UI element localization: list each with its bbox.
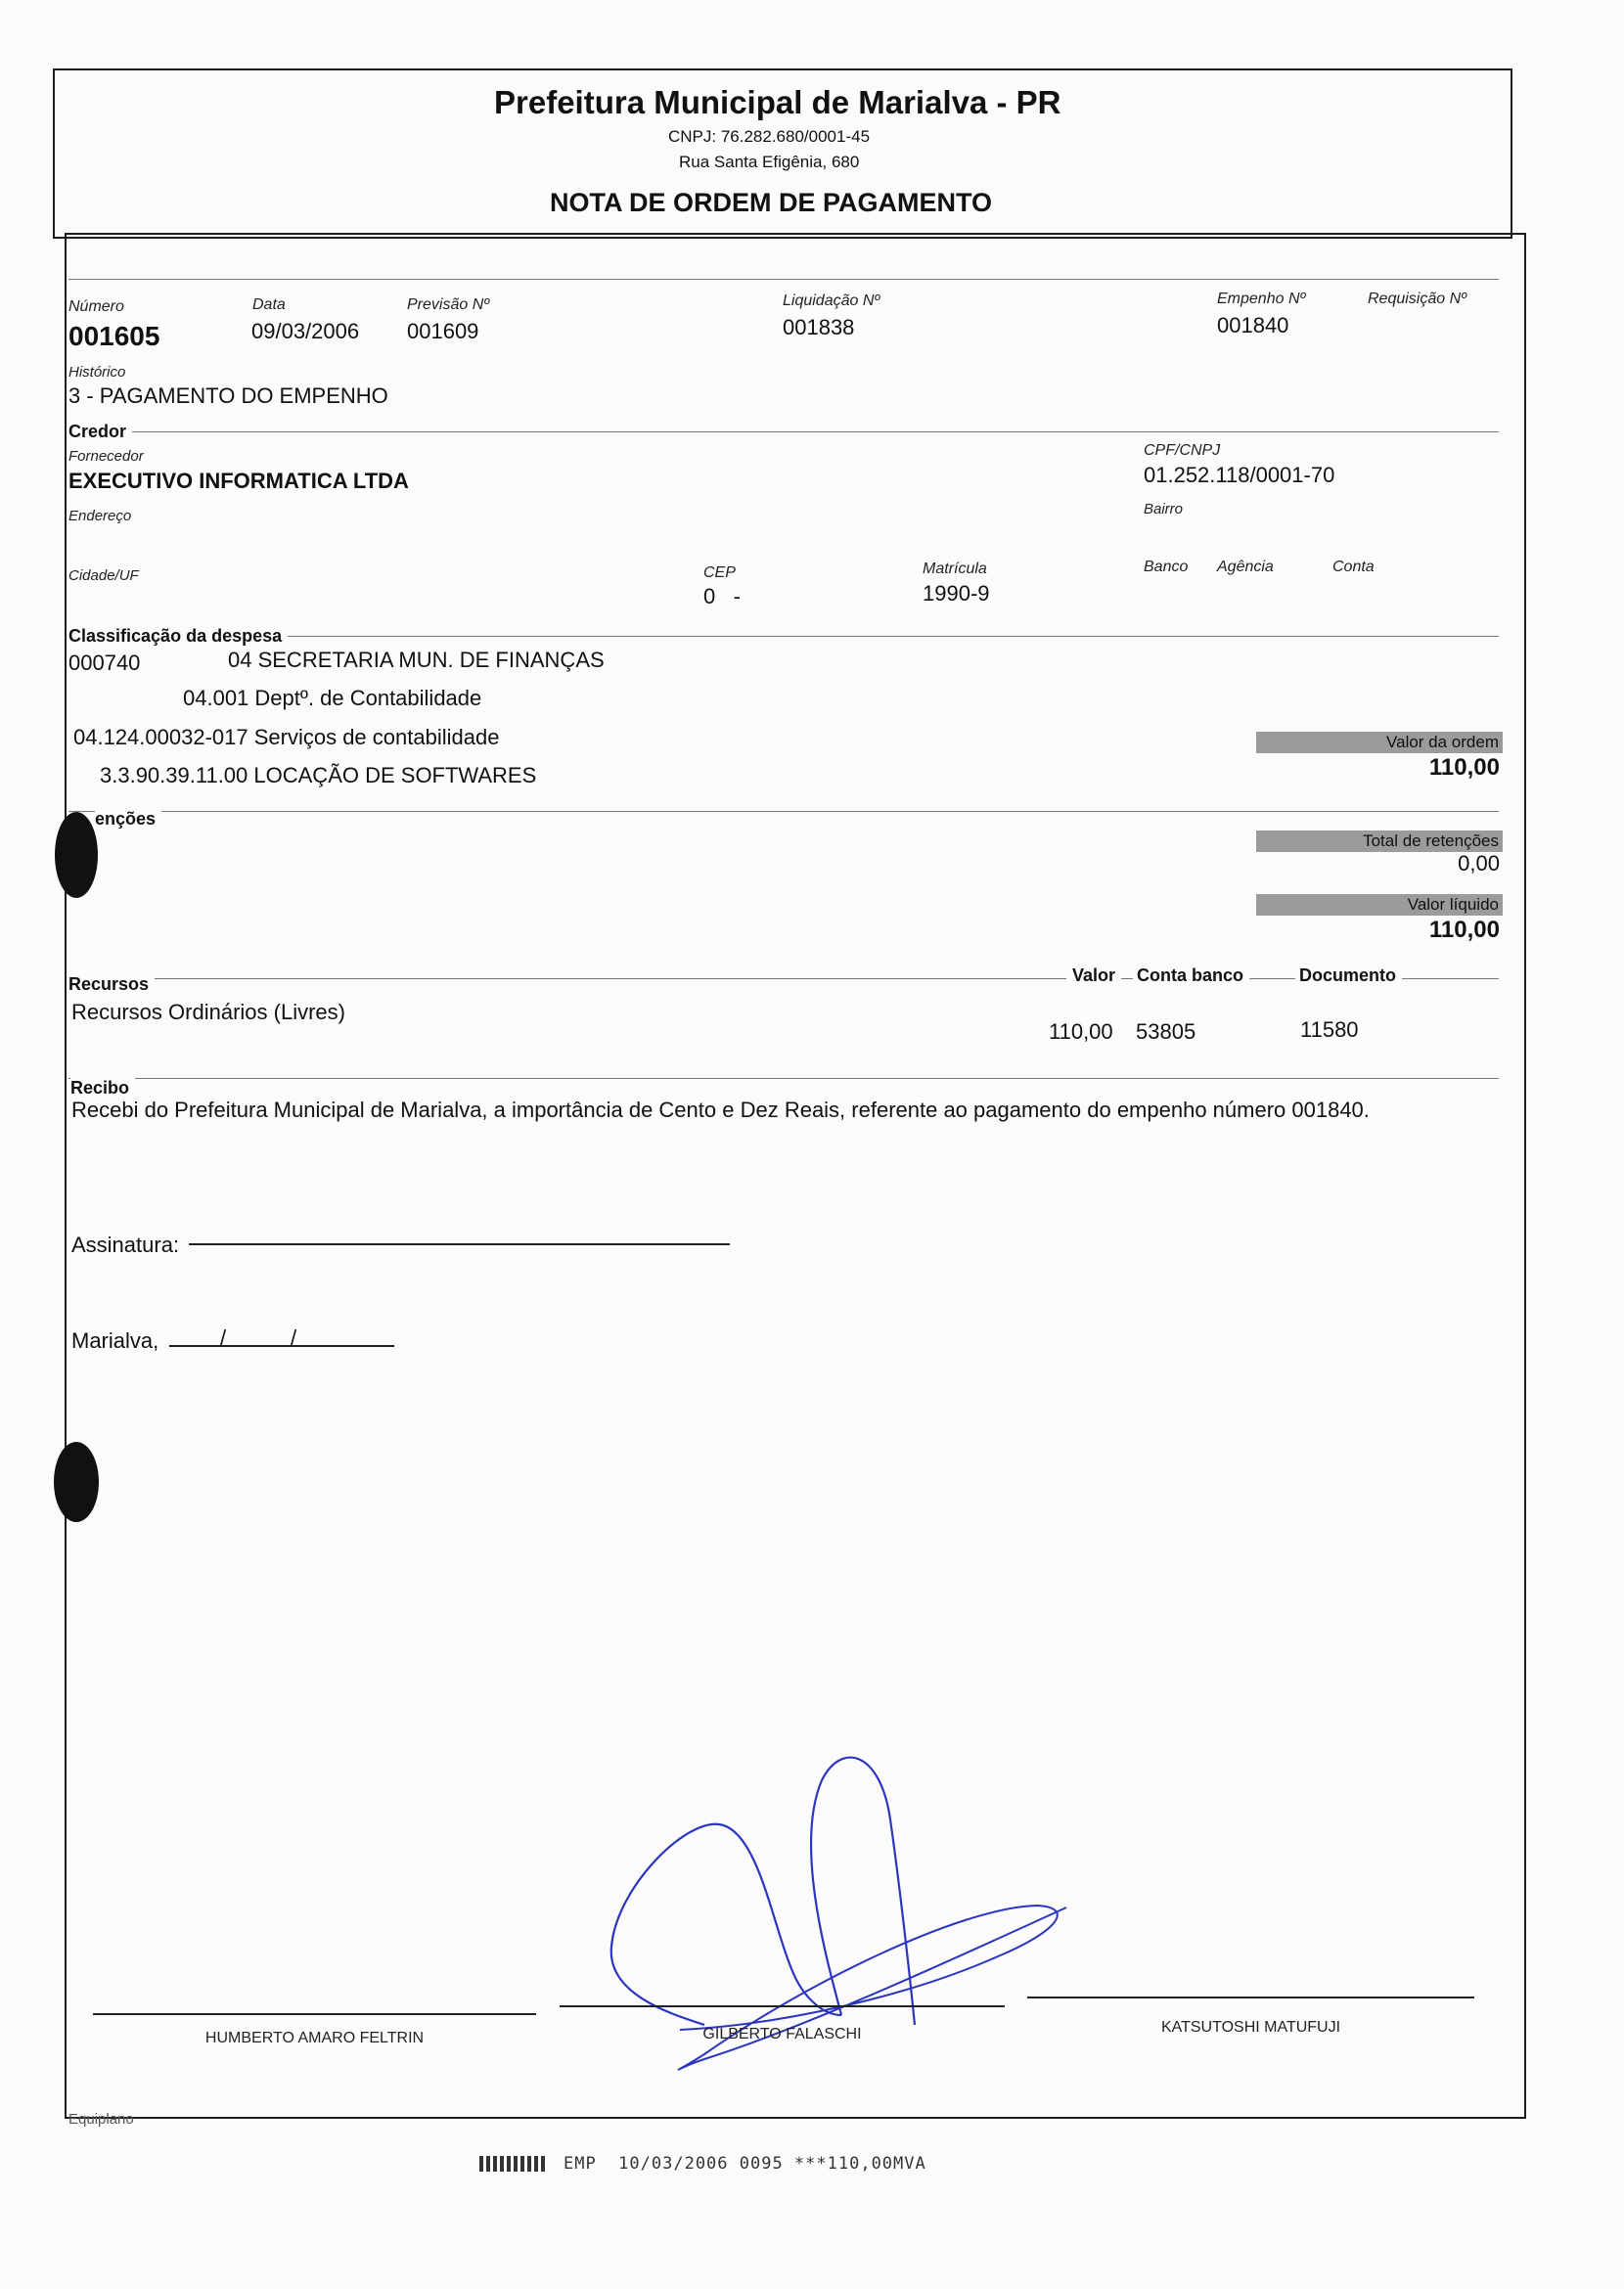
classificacao-line1: 04 SECRETARIA MUN. DE FINANÇAS (228, 648, 605, 672)
retencoes-section: enções (95, 809, 161, 830)
recibo-text: Recebi do Prefeitura Municipal de Marialva, a importância de Cento e Dez Reais, referente ao pagamento do empenho número 001840. (71, 1098, 1370, 1122)
header-title: Prefeitura Municipal de Marialva - PR (494, 84, 1061, 120)
recursos-section: Recursos (68, 974, 155, 995)
footer-stamp: EMP 10/03/2006 0095 ***110,00MVA (564, 2154, 926, 2174)
cidade-label: Cidade/UF (68, 567, 139, 584)
classificacao-line3: 04.124.00032-017 Serviços de contabilidade (73, 725, 500, 749)
valor-ordem-value: 110,00 (1428, 754, 1500, 781)
recursos-valor: 110,00 (1049, 1019, 1113, 1044)
classificacao-line4: 3.3.90.39.11.00 LOCAÇÃO DE SOFTWARES (100, 763, 537, 787)
matricula-label: Matrícula (923, 561, 987, 577)
classificacao-line2: 04.001 Deptº. de Contabilidade (183, 686, 482, 710)
valor-liquido-label: Valor líquido (1256, 894, 1503, 916)
recursos-documento: 11580 (1300, 1017, 1359, 1042)
signature-line-left (93, 2013, 536, 2015)
header-cnpj: CNPJ: 76.282.680/0001-45 (668, 127, 871, 146)
credor-rule (68, 431, 1499, 432)
previsao-value: 001609 (407, 319, 479, 343)
signature-line-right (1027, 1997, 1474, 1998)
bairro-label: Bairro (1144, 501, 1184, 517)
numero-value: 001605 (68, 321, 160, 351)
doc-title: NOTA DE ORDEM DE PAGAMENTO (550, 188, 993, 217)
numero-label: Número (68, 298, 124, 315)
recibo-rule (68, 1078, 1499, 1079)
historico-label: Histórico (68, 364, 126, 381)
recursos-conta: 53805 (1136, 1019, 1196, 1044)
signature-name-center: GILBERTO FALASCHI (702, 2026, 862, 2042)
date-line (169, 1345, 394, 1347)
requisicao-label: Requisição Nº (1368, 291, 1466, 307)
credor-section: Credor (68, 422, 132, 442)
liquidacao-label: Liquidação Nº (783, 292, 880, 309)
matricula-value: 1990-9 (923, 581, 990, 606)
date-slash-2: / (291, 1325, 297, 1350)
valor-ordem-label: Valor da ordem (1256, 732, 1503, 753)
banco-label: Banco (1144, 559, 1189, 575)
empenho-label: Empenho Nº (1217, 291, 1306, 307)
classificacao-code: 000740 (68, 651, 141, 675)
total-retencoes-value: 0,00 (1458, 851, 1500, 875)
stamp-logo-icon (479, 2156, 548, 2172)
cpf-label: CPF/CNPJ (1144, 442, 1221, 459)
endereco-label: Endereço (68, 508, 132, 524)
cpf-value: 01.252.118/0001-70 (1144, 463, 1335, 487)
liquidacao-value: 001838 (783, 315, 855, 339)
recursos-valor-label: Valor (1066, 965, 1121, 986)
signature-name-right: KATSUTOSHI MATUFUJI (1160, 2019, 1341, 2036)
punch-hole-top (55, 812, 98, 898)
data-label: Data (252, 296, 286, 313)
data-value: 09/03/2006 (251, 319, 360, 343)
conta-label: Conta (1332, 559, 1375, 575)
empenho-value: 001840 (1217, 313, 1289, 337)
punch-hole-bottom (54, 1442, 99, 1522)
assinatura-line (189, 1243, 730, 1245)
recursos-desc: Recursos Ordinários (Livres) (71, 1000, 345, 1024)
cep-label: CEP (703, 564, 736, 581)
fornecedor-label: Fornecedor (68, 448, 144, 465)
signature-name-left: HUMBERTO AMARO FELTRIN (204, 2030, 425, 2046)
top-rule (68, 279, 1499, 280)
cep-value: 0 - (703, 584, 741, 608)
agencia-label: Agência (1217, 559, 1274, 575)
previsao-label: Previsão Nº (407, 296, 490, 313)
assinatura-label: Assinatura: (71, 1233, 180, 1257)
fornecedor-value: EXECUTIVO INFORMATICA LTDA (68, 469, 409, 493)
historico-value: 3 - PAGAMENTO DO EMPENHO (68, 383, 388, 408)
total-retencoes-label: Total de retenções (1256, 830, 1503, 852)
signature-line-center (560, 2005, 1005, 2007)
classificacao-section: Classificação da despesa (68, 626, 288, 647)
recursos-rule (68, 978, 1499, 979)
recursos-conta-label: Conta banco (1133, 965, 1249, 986)
header-address: Rua Santa Efigênia, 680 (679, 153, 860, 171)
recursos-documento-label: Documento (1295, 965, 1402, 986)
footer-brand: Equiplano (68, 2111, 134, 2128)
recibo-section: Recibo (70, 1078, 135, 1099)
local-label: Marialva, (71, 1328, 159, 1353)
date-slash-1: / (220, 1325, 227, 1350)
valor-liquido-value: 110,00 (1428, 917, 1500, 943)
retencoes-rule (68, 811, 1499, 812)
